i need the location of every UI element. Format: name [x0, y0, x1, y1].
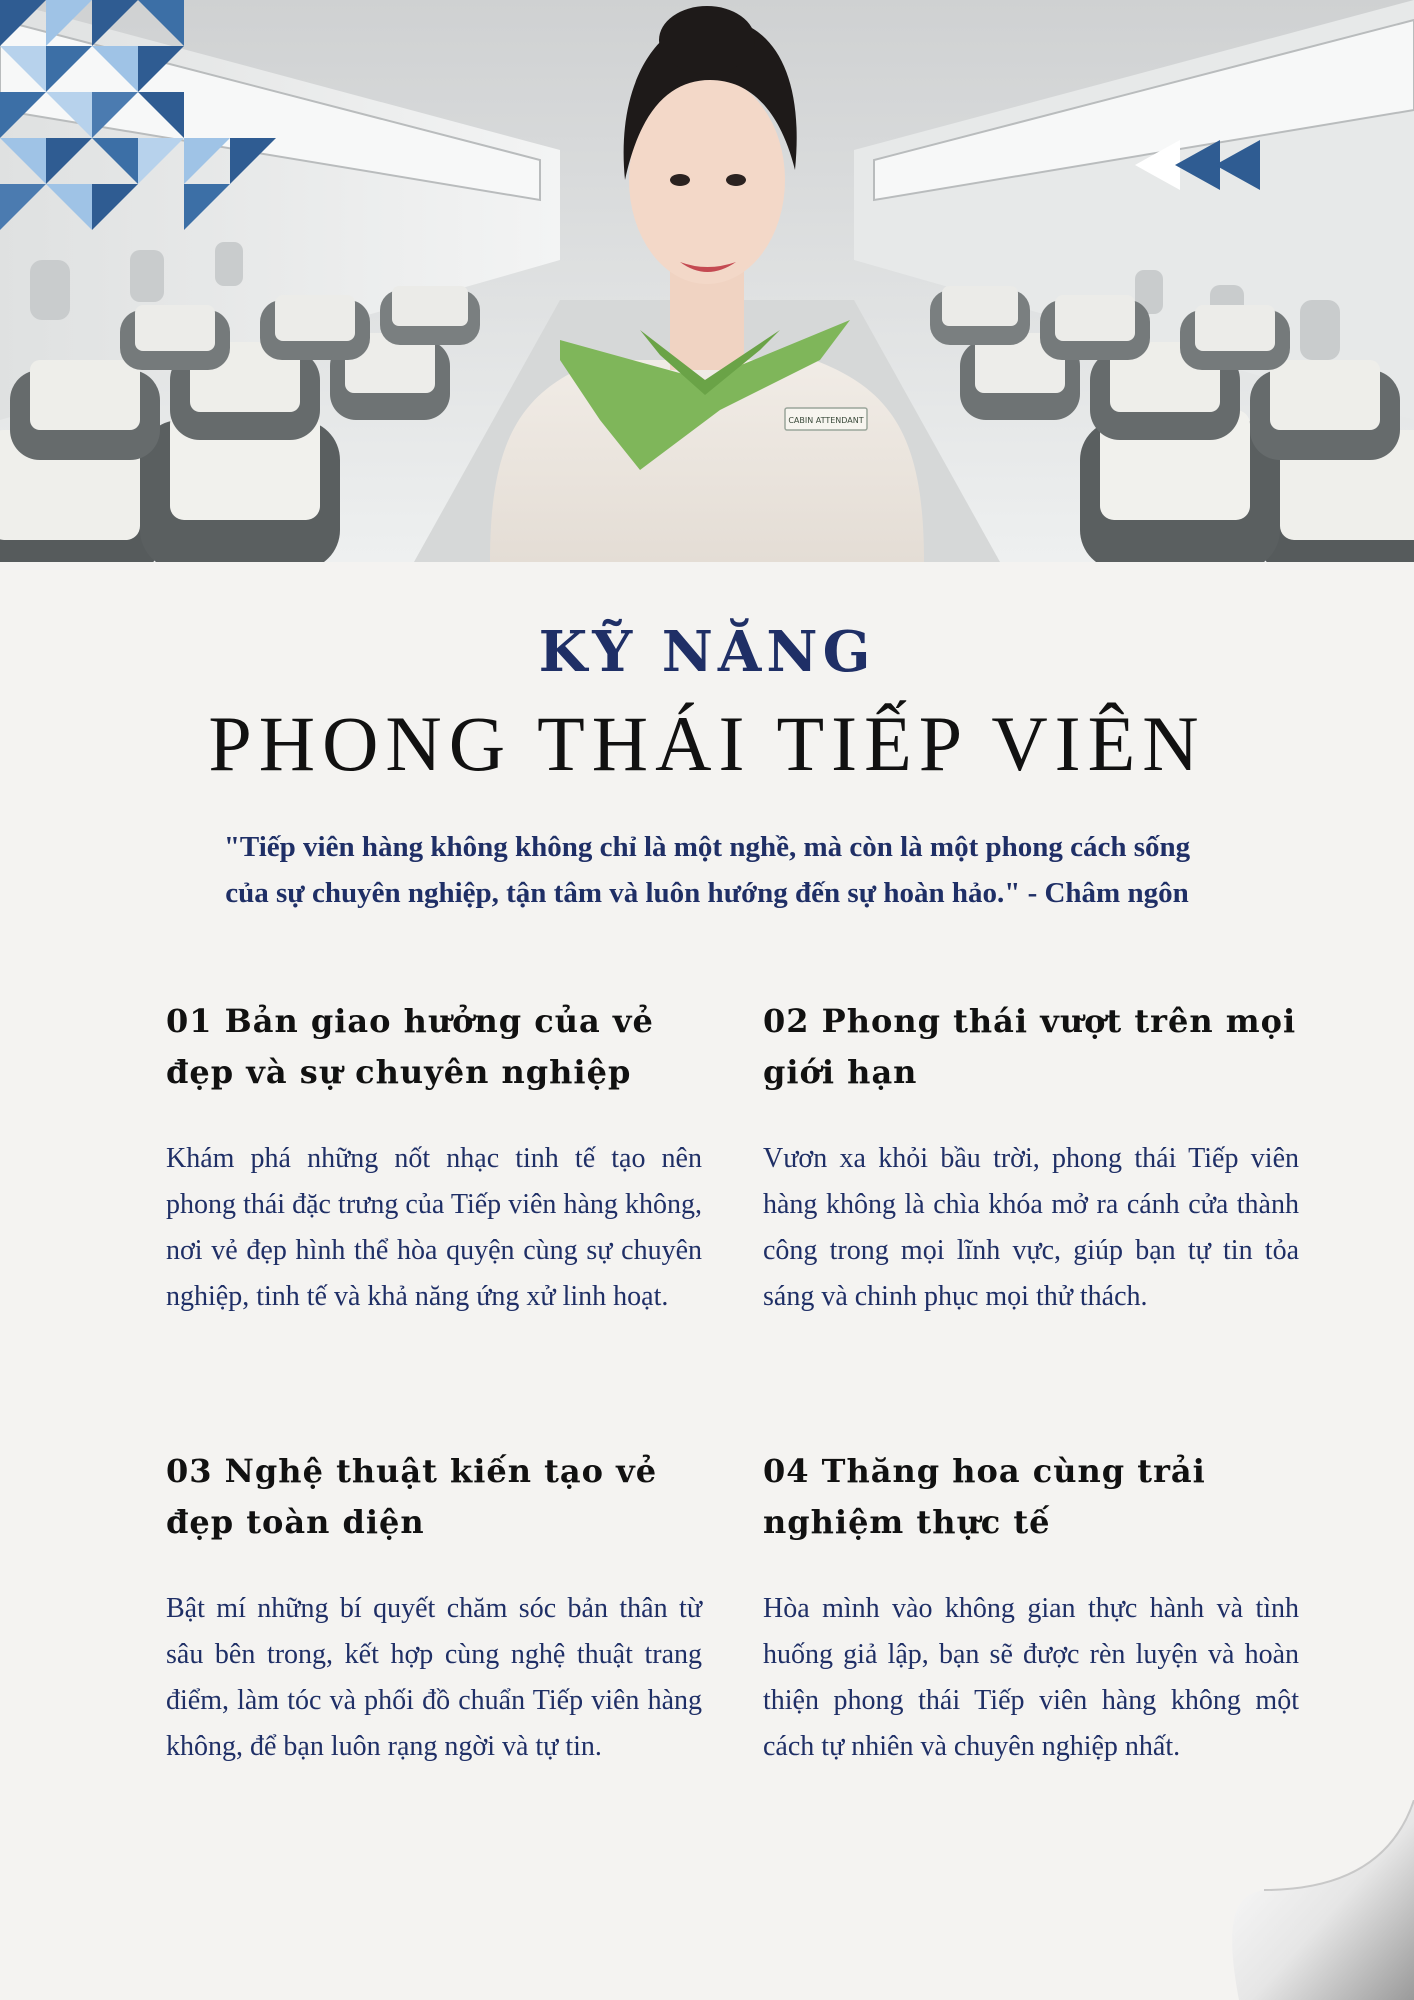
section-03 [166, 1446, 702, 1770]
section-01 [166, 996, 702, 1320]
section-02 [763, 996, 1299, 1320]
section-title: 02 Phong thái vượt trên mọi giới hạn [763, 1002, 1297, 1091]
page-kicker: KỸ NĂNG [538, 619, 876, 685]
heading-block [0, 610, 1414, 794]
section-body: Khám phá những nốt nhạc tinh tế tạo nên phong thái đặc trưng của Tiếp viên hàng không, nơi vẻ đẹp hình thể hòa quyện cùng sự chuyên nghiệp, tinh tế và khả năng ứng xử linh hoạt. [166, 1143, 702, 1312]
section-title: 01 Bản giao hưởng của vẻ đẹp và sự chuyên nghiệp [166, 1002, 654, 1091]
quote-line-1: "Tiếp viên hàng không không chỉ là một nghề, mà còn là một phong cách sống [223, 831, 1191, 863]
section-body: Vươn xa khỏi bầu trời, phong thái Tiếp viên hàng không là chìa khóa mở ra cánh cửa thành công trong mọi lĩnh vực, giúp bạn tự tin tỏa sáng và chinh phục mọi thử thách. [763, 1143, 1299, 1312]
section-title: 04 Thăng hoa cùng trải nghiệm thực tế [763, 1452, 1206, 1541]
quote-line-2: của sự chuyên nghiệp, tận tâm và luôn hướng đến sự hoàn hảo." - Châm ngôn [225, 877, 1189, 909]
section-04 [763, 1446, 1299, 1770]
section-title: 03 Nghệ thuật kiến tạo vẻ đẹp toàn diện [166, 1452, 658, 1541]
cabin-illustration [0, 0, 1414, 562]
section-body: Hòa mình vào không gian thực hành và tình huống giả lập, bạn sẽ được rèn luyện và hoàn thiện phong thái Tiếp viên hàng không một cách tự nhiên và chuyên nghiệp nhất. [763, 1593, 1299, 1762]
hero-photo [0, 0, 1414, 562]
page-curl-decoration [1144, 1800, 1414, 2000]
motto-quote [150, 824, 1264, 916]
section-body: Bật mí những bí quyết chăm sóc bản thân từ sâu bên trong, kết hợp cùng nghệ thuật trang điểm, làm tóc và phối đồ chuẩn Tiếp viên hàng không, để bạn luôn rạng ngời và tự tin. [166, 1593, 702, 1762]
page-title: PHONG THÁI TIẾP VIÊN [208, 700, 1206, 787]
svg-text:CABIN ATTENDANT: CABIN ATTENDANT [788, 416, 864, 425]
